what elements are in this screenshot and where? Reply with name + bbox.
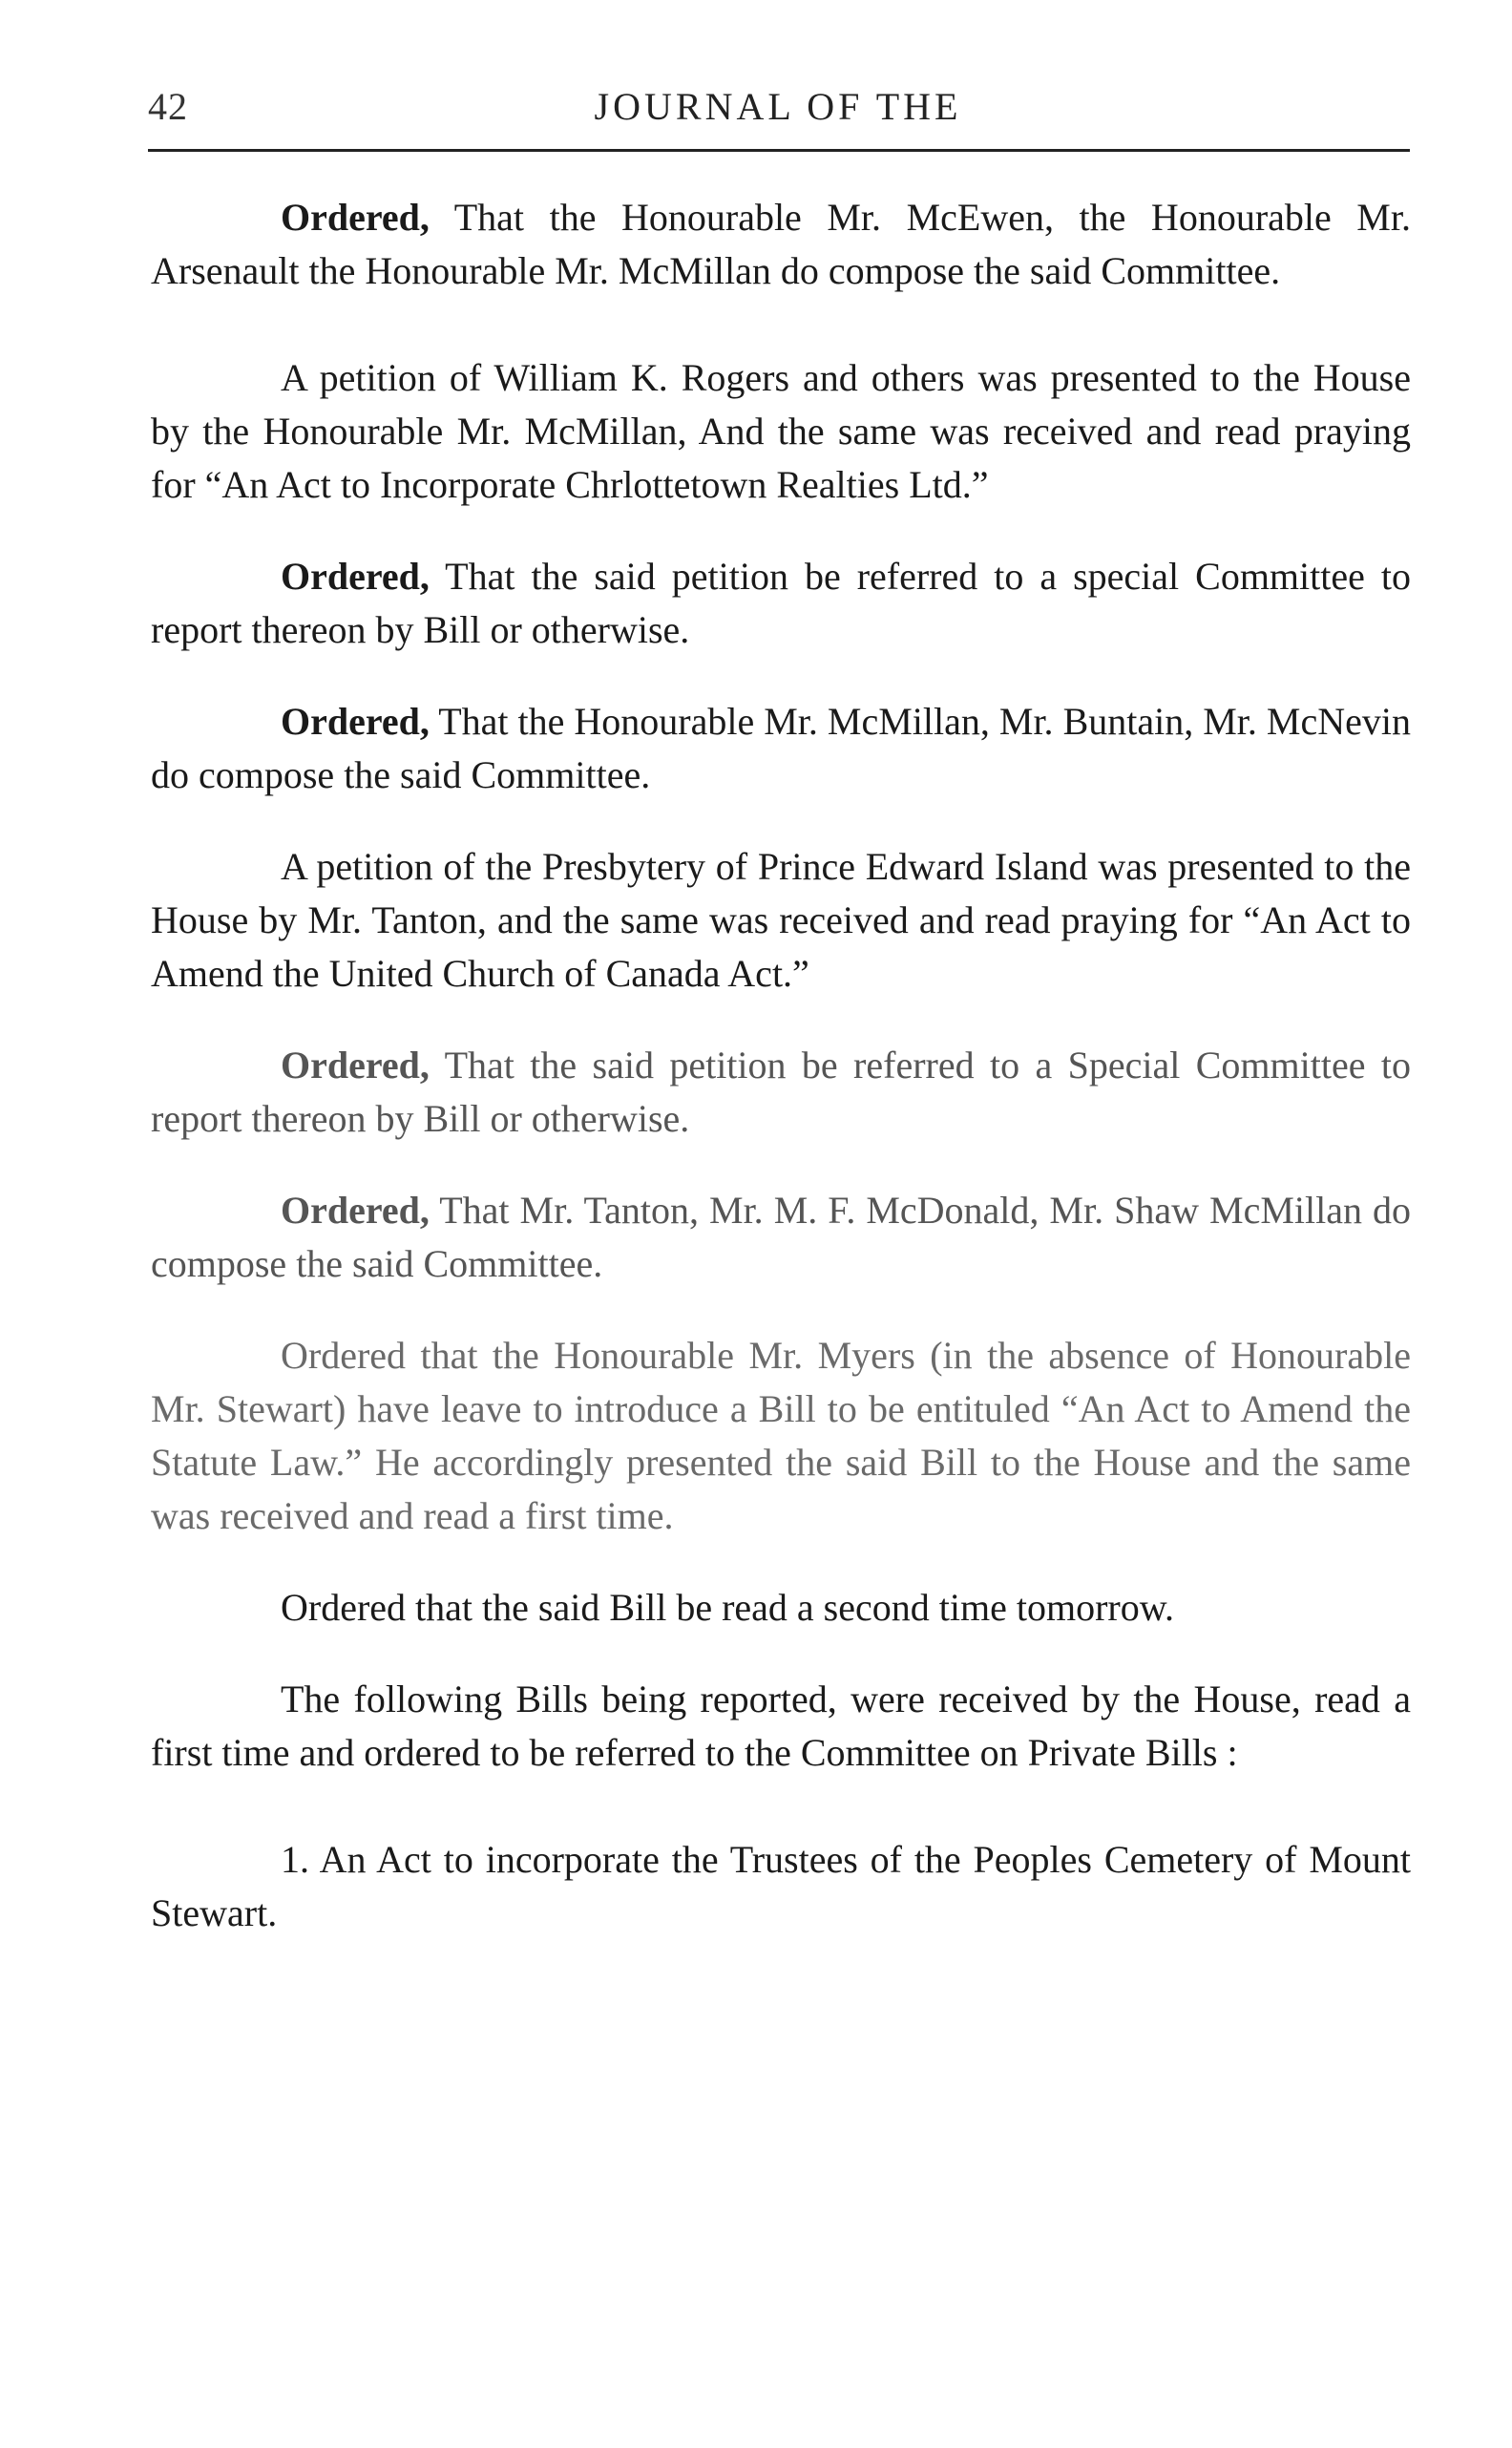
paragraph-text: That the Honourable Mr. McEwen, the Honourable Mr. Arsenault the Honourable Mr. McMillan do compose the said Committee. <box>151 196 1411 292</box>
paragraph-text: Ordered that the said Bill be read a second time tomorrow. <box>281 1586 1174 1629</box>
paragraph-text: 1. An Act to incorporate the Trustees of the Peoples Cemetery of Mount Stewart. <box>151 1838 1411 1934</box>
paragraph-ordered-second-reading <box>151 1581 1411 1635</box>
ordered-label: Ordered, <box>281 700 430 743</box>
paragraph-ordered-committee-mcmillan <box>151 695 1411 802</box>
paragraph-bill-item-1 <box>151 1833 1411 1940</box>
paragraph-ordered-committee-mcewen <box>151 191 1411 298</box>
page-header <box>148 84 1408 141</box>
paragraph-text: That the Honourable Mr. McMillan, Mr. Buntain, Mr. McNevin do compose the said Committee. <box>151 700 1411 796</box>
running-head: JOURNAL OF THE <box>594 85 962 128</box>
paragraph-ordered-bill-statute-law <box>151 1329 1411 1543</box>
ordered-label: Ordered, <box>281 1189 430 1232</box>
ordered-label: Ordered, <box>281 1044 430 1087</box>
paragraph-text: That the said petition be referred to a Special Committee to report thereon by Bill or otherwise. <box>151 1044 1411 1140</box>
paragraph-bills-reported <box>151 1673 1411 1780</box>
paragraph-text: Ordered that the Honourable Mr. Myers (in the absence of Honourable Mr. Stewart) have leave to introduce a Bill to be entituled “An Act to Amend the Statute Law.” He accordingly presented the said Bill to the House and the same was received and read a first time. <box>151 1334 1411 1537</box>
ordered-label: Ordered, <box>281 196 430 239</box>
paragraph-text: That the said petition be referred to a special Committee to report thereon by Bill or otherwise. <box>151 555 1411 651</box>
document-body <box>151 191 1411 1940</box>
header-rule <box>148 149 1410 152</box>
paragraph-text: That Mr. Tanton, Mr. M. F. McDonald, Mr. Shaw McMillan do compose the said Committee. <box>151 1189 1411 1285</box>
paragraph-text: A petition of William K. Rogers and others was presented to the House by the Honourable Mr. McMillan, And the same was received and read praying for “An Act to Incorporate Chrlottetown Realties Ltd.” <box>151 356 1411 506</box>
paragraph-ordered-committee-tanton <box>151 1184 1411 1291</box>
paragraph-text: The following Bills being reported, were received by the House, read a first time and ordered to be referred to the Committee on Private Bills : <box>151 1678 1411 1774</box>
page-number: 42 <box>148 85 188 128</box>
paragraph-text: A petition of the Presbytery of Prince Edward Island was presented to the House by Mr. Tanton, and the same was received and read praying for “An Act to Amend the United Church of Canada Act.” <box>151 845 1411 995</box>
paragraph-ordered-referred-special <box>151 550 1411 657</box>
paragraph-petition-presbytery <box>151 840 1411 1001</box>
ordered-label: Ordered, <box>281 555 430 598</box>
paragraph-ordered-referred-special-2 <box>151 1039 1411 1146</box>
paragraph-petition-rogers <box>151 351 1411 512</box>
